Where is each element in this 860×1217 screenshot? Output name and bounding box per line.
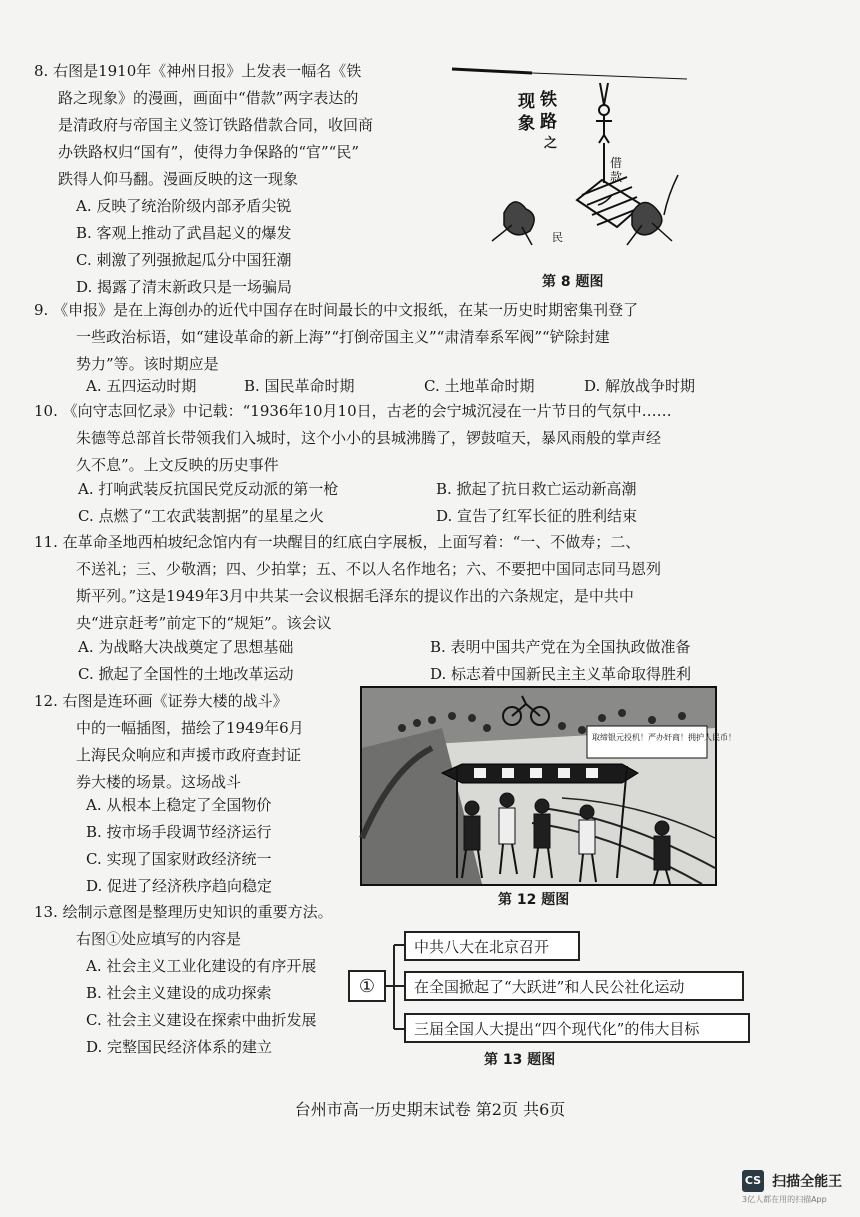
- scanner-logo-icon: CS: [742, 1170, 764, 1192]
- question-8-line-2: 路之现象》的漫画，画面中“借款”两字表达的: [58, 89, 359, 107]
- scanner-app-name: 扫描全能王: [772, 1174, 843, 1190]
- question-11: [34, 529, 844, 637]
- scanner-tagline: 3亿人都在用的扫描App: [742, 1195, 827, 1204]
- question-9-line-1: 9. 《申报》是在上海创办的近代中国存在时间最长的中文报纸，在某一历史时期密集刊登了: [34, 301, 639, 319]
- q13-option-c[interactable]: C. 社会主义建设在探索中曲折发展: [86, 1011, 317, 1029]
- q9-option-b[interactable]: B. 国民革命时期: [244, 377, 355, 395]
- question-8: [34, 58, 454, 193]
- question-11-line-2: 不送礼；三、少敬酒；四、少拍掌；五、不以人名作地名；六、不要把中国同志同马恩列: [76, 560, 662, 578]
- q13-diagram-item-1: 中共八大在北京召开: [404, 931, 580, 961]
- question-12: [34, 688, 364, 796]
- q12-option-a[interactable]: A. 从根本上稳定了全国物价: [86, 796, 272, 814]
- q8-figure-caption: 第 8 题图: [542, 274, 604, 290]
- question-8-line-4: 办铁路权归“国有”，使得力争保路的“官”“民”: [58, 143, 360, 161]
- question-12-line-2: 中的一幅插图，描绘了1949年6月: [76, 719, 304, 737]
- svg-text:之: 之: [544, 136, 558, 151]
- q9-option-a[interactable]: A. 五四运动时期: [86, 377, 197, 395]
- question-9: [34, 297, 834, 378]
- q13-diagram-item-2: 在全国掀起了“大跃进”和人民公社化运动: [404, 971, 744, 1001]
- q8-cartoon-min-label: 民: [552, 231, 563, 244]
- q12-slogan-text: 取缔银元投机！严办奸商！拥护人民币！: [592, 733, 736, 742]
- q13-figure-caption: 第 13 题图: [484, 1052, 556, 1068]
- q13-option-d[interactable]: D. 完整国民经济体系的建立: [86, 1038, 273, 1056]
- page-footer: 台州市高一历史期末试卷 第2页 共6页: [294, 1100, 566, 1119]
- question-12-line-1: 12. 右图是连环画《证券大楼的战斗》: [34, 692, 288, 710]
- question-13: [34, 899, 434, 953]
- q13-diagram-item-3: 三届全国人大提出“四个现代化”的伟大目标: [404, 1013, 750, 1043]
- question-11-line-1: 11. 在革命圣地西柏坡纪念馆内有一块醒目的红底白字展板，上面写着：“一、不做寿；二、: [34, 533, 641, 551]
- q8-option-d[interactable]: D. 揭露了清末新政只是一场骗局: [76, 278, 293, 296]
- q9-option-d[interactable]: D. 解放战争时期: [584, 377, 696, 395]
- svg-text:路: 路: [540, 112, 557, 132]
- svg-text:借: 借: [610, 156, 623, 170]
- q11-option-a[interactable]: A. 为战略大决战奠定了思想基础: [78, 638, 294, 656]
- q10-option-a[interactable]: A. 打响武装反抗国民党反动派的第一枪: [78, 480, 339, 498]
- question-11-line-3: 斯平列。”这是1949年3月中共某一会议根据毛泽东的提议作出的六条规定，是中共中: [76, 587, 634, 605]
- scanner-watermark: [742, 1170, 842, 1205]
- svg-text:象: 象: [518, 114, 535, 134]
- question-8-line-3: 是清政府与帝国主义签订铁路借款合同，收回商: [58, 116, 374, 134]
- q12-option-b[interactable]: B. 按市场手段调节经济运行: [86, 823, 272, 841]
- q12-figure-caption: 第 12 题图: [498, 892, 570, 908]
- question-10-line-3: 久不息”。上文反映的历史事件: [76, 456, 279, 474]
- question-12-line-3: 上海民众响应和声援市政府查封证: [76, 746, 302, 764]
- q8-option-c[interactable]: C. 刺激了列强掀起瓜分中国狂潮: [76, 251, 292, 269]
- q11-option-b[interactable]: B. 表明中国共产党在为全国执政做准备: [430, 638, 691, 656]
- question-10-line-2: 朱德等总部首长带领我们入城时，这个小小的县城沸腾了，锣鼓喧天，暴风雨般的掌声经: [76, 429, 662, 447]
- question-9-line-2: 一些政治标语，如“建设革命的新上海”“打倒帝国主义”“肃清奉系军阀”“铲除封建: [76, 328, 610, 346]
- q10-option-c[interactable]: C. 点燃了“工农武装割据”的星星之火: [78, 507, 324, 525]
- question-13-line-2: 右图①处应填写的内容是: [76, 930, 242, 948]
- q13-diagram-marker: ①: [358, 976, 376, 997]
- q8-cartoon-image: [452, 55, 692, 265]
- q12-option-c[interactable]: C. 实现了国家财政经济统一: [86, 850, 272, 868]
- svg-text:款: 款: [610, 170, 623, 184]
- q12-illustration-image: [360, 686, 736, 886]
- q13-option-a[interactable]: A. 社会主义工业化建设的有序开展: [86, 957, 317, 975]
- svg-text:铁: 铁: [540, 90, 557, 110]
- svg-text:现: 现: [518, 92, 535, 112]
- question-10-line-1: 10. 《向守志回忆录》中记载：“1936年10月10日，古老的会宁城沉浸在一片节日的气氛中……: [34, 402, 672, 420]
- q13-diagram-brace: [386, 940, 406, 1034]
- q13-option-b[interactable]: B. 社会主义建设的成功探索: [86, 984, 272, 1002]
- question-13-line-1: 13. 绘制示意图是整理历史知识的重要方法。: [34, 903, 333, 921]
- question-12-line-4: 券大楼的场景。这场战斗: [76, 773, 242, 791]
- q11-option-d[interactable]: D. 标志着中国新民主主义革命取得胜利: [430, 665, 692, 683]
- q13-diagram-marker-box: [348, 970, 386, 1002]
- q8-option-b[interactable]: B. 客观上推动了武昌起义的爆发: [76, 224, 292, 242]
- q9-option-c[interactable]: C. 土地革命时期: [424, 377, 535, 395]
- q10-option-d[interactable]: D. 宣告了红军长征的胜利结束: [436, 507, 638, 525]
- q11-option-c[interactable]: C. 掀起了全国性的土地改革运动: [78, 665, 294, 683]
- question-11-line-4: 央“进京赶考”前定下的“规矩”。该会议: [76, 614, 332, 632]
- question-9-line-3: 势力”等。该时期应是: [76, 355, 219, 373]
- q12-option-d[interactable]: D. 促进了经济秩序趋向稳定: [86, 877, 273, 895]
- question-8-line-5: 跌得人仰马翻。漫画反映的这一现象: [58, 170, 299, 188]
- question-10: [34, 398, 844, 479]
- q10-option-b[interactable]: B. 掀起了抗日救亡运动新高潮: [436, 480, 637, 498]
- q8-option-a[interactable]: A. 反映了统治阶级内部矛盾尖锐: [76, 197, 292, 215]
- question-8-line-1: 8. 右图是1910年《神州日报》上发表一幅名《铁: [34, 62, 362, 80]
